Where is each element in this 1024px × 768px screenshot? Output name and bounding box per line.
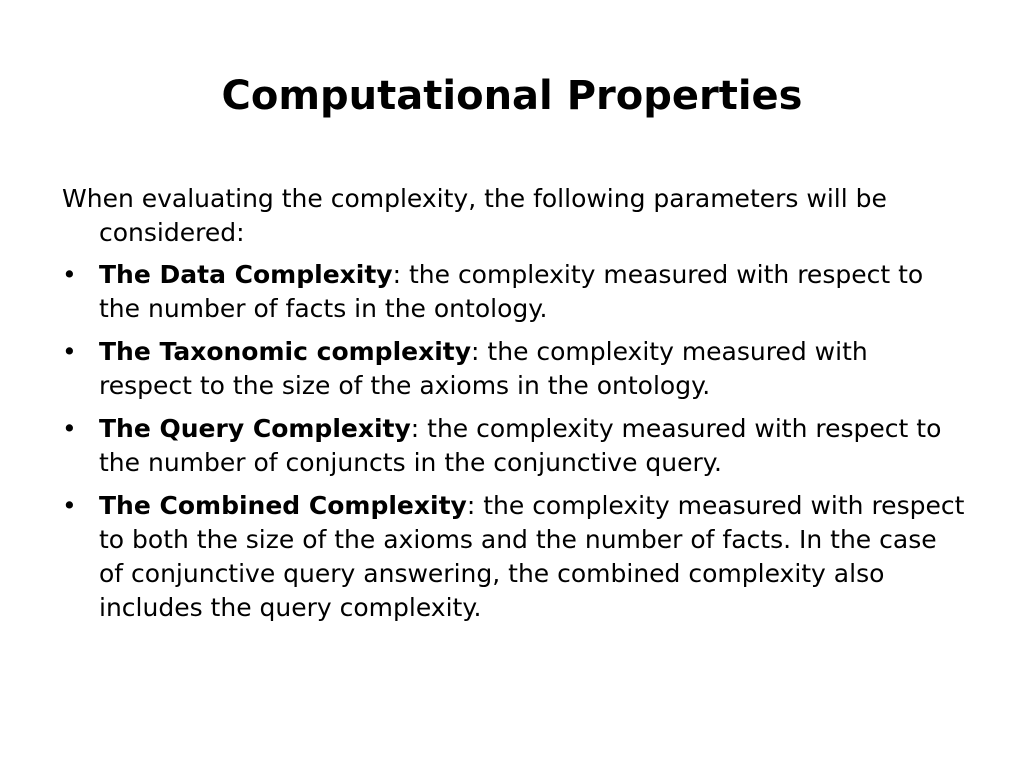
slide-title: Computational Properties bbox=[221, 73, 803, 119]
bullet-icon: • bbox=[62, 337, 77, 366]
slide-body bbox=[62, 182, 967, 634]
bullet-term: The Taxonomic complexity bbox=[99, 337, 472, 366]
bullet-list bbox=[62, 258, 967, 625]
bullet-description: : the complexity measured with respect to the number of conjuncts in the conjunctive query. bbox=[99, 414, 942, 477]
bullet-description: : the complexity measured with respect to the number of facts in the ontology. bbox=[99, 260, 924, 323]
bullet-description: : the complexity measured with respect to the size of the axioms in the ontology. bbox=[99, 337, 868, 400]
intro-paragraph: When evaluating the complexity, the following parameters will be considered: bbox=[62, 184, 887, 247]
bullet-item-data-complexity bbox=[62, 258, 967, 326]
bullet-item-taxonomic-complexity bbox=[62, 335, 967, 403]
bullet-icon: • bbox=[62, 260, 77, 289]
bullet-description: : the complexity measured with respect to both the size of the axioms and the number of facts. In the case of conjunctive query answering, the combined complexity also includes the query complexity. bbox=[99, 491, 965, 622]
bullet-icon: • bbox=[62, 414, 77, 443]
bullet-item-query-complexity bbox=[62, 412, 967, 480]
bullet-item-combined-complexity bbox=[62, 489, 967, 625]
bullet-icon: • bbox=[62, 491, 77, 520]
bullet-term: The Combined Complexity bbox=[99, 491, 467, 520]
bullet-term: The Query Complexity bbox=[99, 414, 411, 443]
bullet-term: The Data Complexity bbox=[99, 260, 393, 289]
